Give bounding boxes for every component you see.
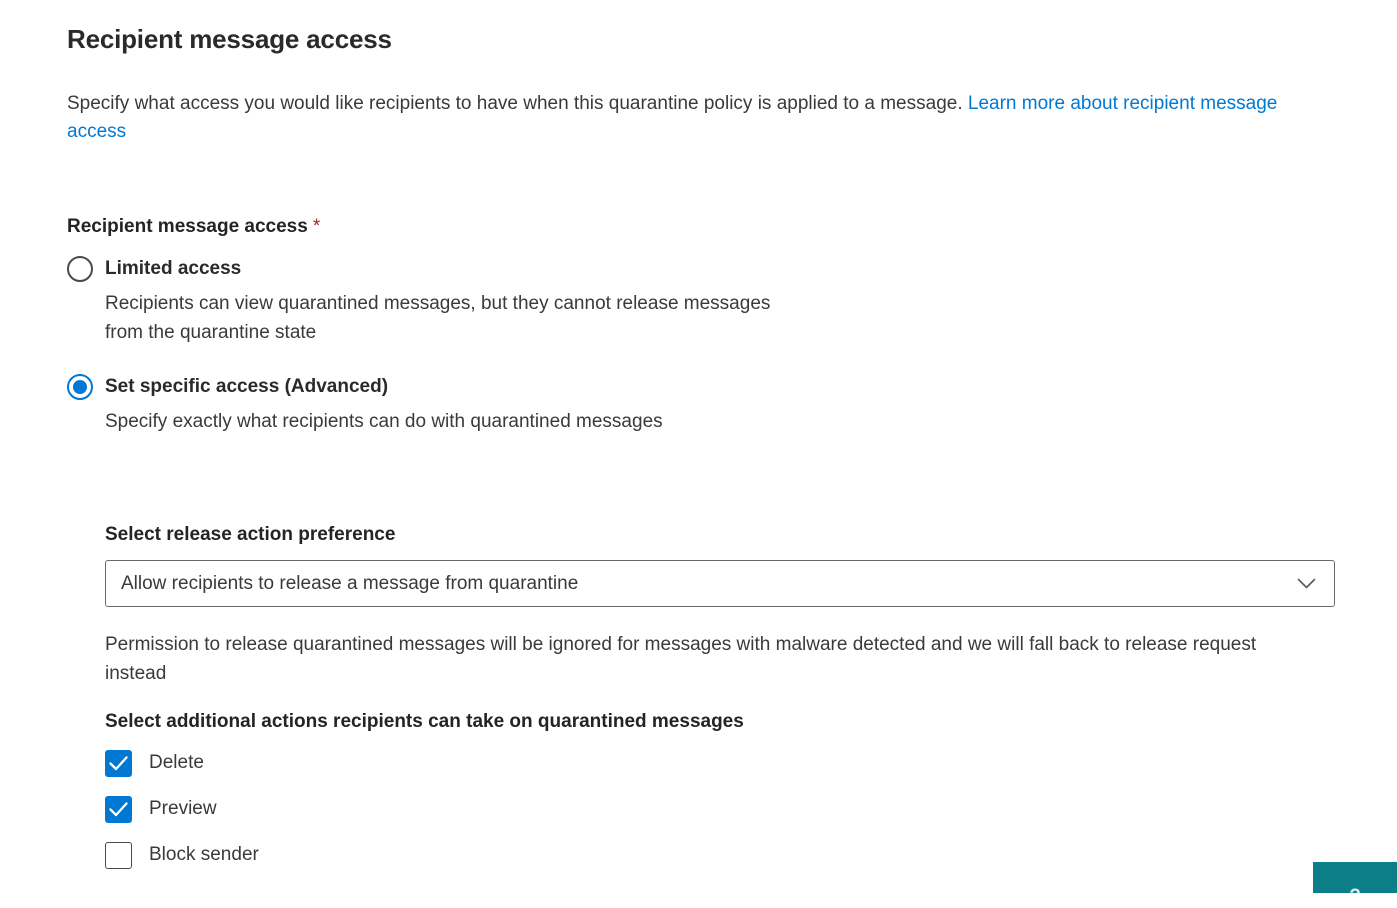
radio-option-description: Recipients can view quarantined messages, but they cannot release messages from the quarantine state [105,293,771,343]
radio-row[interactable] [67,374,663,400]
checkbox-label: Preview [149,798,217,819]
page-description-text: Specify what access you would like recipients to have when this quarantine policy is applied to a message. [67,93,963,114]
checkbox-label: Delete [149,752,204,773]
release-action-note: Permission to release quarantined messages will be ignored for messages with malware detected and we will fall back to release request instead [105,634,1257,684]
dropdown-selected-value: Allow recipients to release a message from quarantine [121,572,579,594]
radio-option-limited-access[interactable] [67,256,795,347]
access-field-label: Recipient message access * [67,216,321,237]
chevron-down-icon [1297,578,1316,590]
learn-more-link[interactable]: Learn more about recipient message access [67,93,1278,142]
radio-selected-icon[interactable] [67,374,93,400]
release-action-label: Select release action preference [105,524,396,545]
radio-option-description: Specify exactly what recipients can do with quarantined messages [105,411,663,432]
help-button[interactable] [1313,862,1397,907]
radio-option-set-specific-access[interactable] [67,374,663,436]
page-description [67,90,1287,146]
required-asterisk: * [312,216,321,237]
additional-actions-label: Select additional actions recipients can take on quarantined messages [105,711,744,732]
checkbox-unchecked-icon[interactable] [105,842,132,869]
checkbox-row-block-sender[interactable] [105,840,259,870]
page-title: Recipient message access [67,24,392,54]
additional-actions-checkbox-list [105,748,259,870]
radio-unselected-icon[interactable] [67,256,93,282]
help-icon: ? [1349,886,1361,907]
release-action-dropdown[interactable] [105,560,1335,607]
checkbox-row-preview[interactable] [105,794,259,824]
radio-option-label: Limited access [105,258,242,279]
radio-row[interactable] [67,256,795,282]
checkbox-label: Block sender [149,844,259,865]
checkbox-row-delete[interactable] [105,748,259,778]
checkbox-checked-icon[interactable] [105,796,132,823]
checkbox-checked-icon[interactable] [105,750,132,777]
radio-option-label: Set specific access (Advanced) [105,376,389,397]
